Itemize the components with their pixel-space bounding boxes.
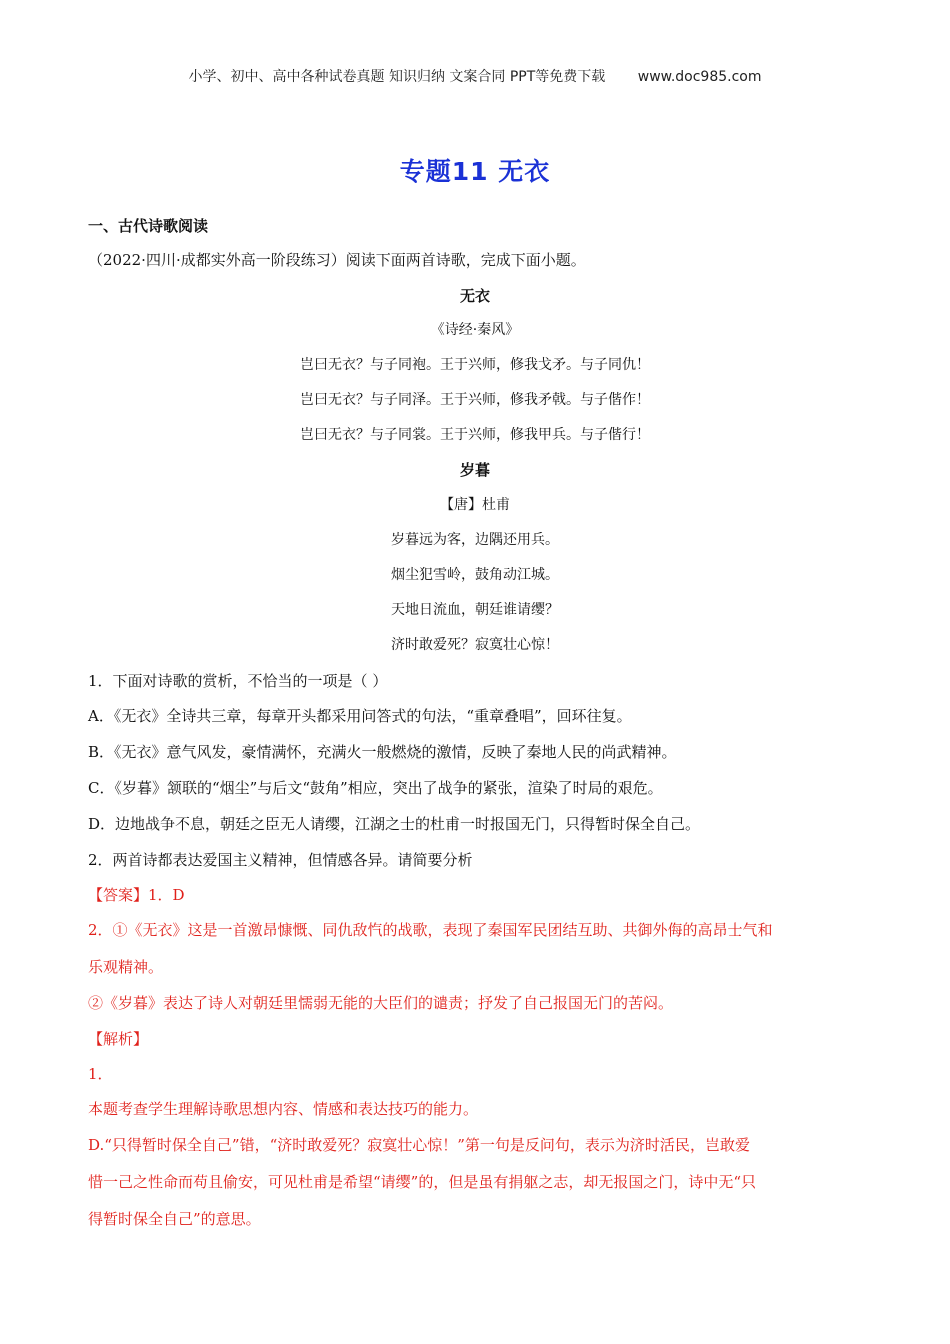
poem2-author: 【唐】杜甫 bbox=[440, 497, 510, 513]
analysis-label: 【解析】 bbox=[88, 1030, 149, 1048]
poem1-source: 《诗经·秦风》 bbox=[430, 322, 520, 338]
poem1-title: 无衣 bbox=[459, 287, 490, 305]
answer-2-line: 乐观精神。 bbox=[88, 958, 164, 976]
poem2-line: 天地日流血，朝廷谁请缨？ bbox=[391, 602, 559, 618]
analysis-number: 1． bbox=[88, 1065, 113, 1083]
section-heading: 一、古代诗歌阅读 bbox=[88, 217, 209, 235]
question-1-option-b: B．《无衣》意气风发，豪情满怀，充满火一般燃烧的激情，反映了秦地人民的尚武精神。 bbox=[88, 743, 677, 761]
answer-2-line: 2．①《无衣》这是一首激昂慷慨、同仇敌忾的战歌，表现了秦国军民团结互助、共御外侮的高昂士气和 bbox=[88, 921, 773, 939]
answer-label: 【答案】1．D bbox=[88, 886, 185, 904]
answer-2-line: ②《岁暮》表达了诗人对朝廷里懦弱无能的大臣们的谴责；抒发了自己报国无门的苦闷。 bbox=[88, 994, 674, 1012]
poem1-line: 岂曰无衣？与子同泽。王于兴师，修我矛戟。与子偕作！ bbox=[300, 392, 650, 408]
poem2-line: 岁暮远为客，边隅还用兵。 bbox=[391, 532, 559, 548]
page-header bbox=[0, 66, 950, 86]
analysis-paragraph: D.“只得暂时保全自己”错，“济时敢爱死？寂寞壮心惊！”第一句是反问句，表示为济时活民，岂敢爱 bbox=[88, 1136, 750, 1154]
poem2-line: 济时敢爱死？寂寞壮心惊！ bbox=[391, 637, 559, 653]
analysis-paragraph: 得暂时保全自己”的意思。 bbox=[88, 1210, 261, 1228]
analysis-paragraph: 本题考查学生理解诗歌思想内容、情感和表达技巧的能力。 bbox=[88, 1100, 479, 1118]
poem2-line: 烟尘犯雪岭，鼓角动江城。 bbox=[391, 567, 559, 583]
question-1-option-d: D．边地战争不息，朝廷之臣无人请缨，江湖之士的杜甫一时报国无门，只得暂时保全自己。 bbox=[88, 815, 701, 833]
question-1-option-a: A．《无衣》全诗共三章，每章开头都采用问答式的句法，“重章叠唱”，回环往复。 bbox=[88, 707, 632, 725]
page-title: 专题11 无衣 bbox=[399, 157, 551, 186]
poem1-line: 岂曰无衣？与子同裳。王于兴师，修我甲兵。与子偕行！ bbox=[300, 427, 650, 443]
analysis-paragraph: 惜一己之性命而苟且偷安，可见杜甫是希望“请缨”的，但是虽有捐躯之志，却无报国之门，诗中无“只 bbox=[88, 1173, 757, 1191]
question-1-option-c: C．《岁暮》颔联的“烟尘”与后文“鼓角”相应，突出了战争的紧张，渲染了时局的艰危。 bbox=[88, 779, 663, 797]
intro-text: （2022·四川·成都实外高一阶段练习）阅读下面两首诗歌，完成下面小题。 bbox=[88, 251, 586, 269]
question-1-stem: 1．下面对诗歌的赏析，不恰当的一项是（ ） bbox=[88, 672, 388, 690]
header-text: 小学、初中、高中各种试卷真题 知识归纳 文案合同 PPT等免费下载 bbox=[188, 69, 606, 85]
poem2-title: 岁暮 bbox=[459, 461, 490, 479]
question-2-stem: 2．两首诗都表达爱国主义精神，但情感各异。请简要分析 bbox=[88, 851, 473, 869]
poem1-line: 岂曰无衣？与子同袍。王于兴师，修我戈矛。与子同仇！ bbox=[300, 357, 650, 373]
header-site-link[interactable]: www.doc985.com bbox=[637, 69, 762, 85]
